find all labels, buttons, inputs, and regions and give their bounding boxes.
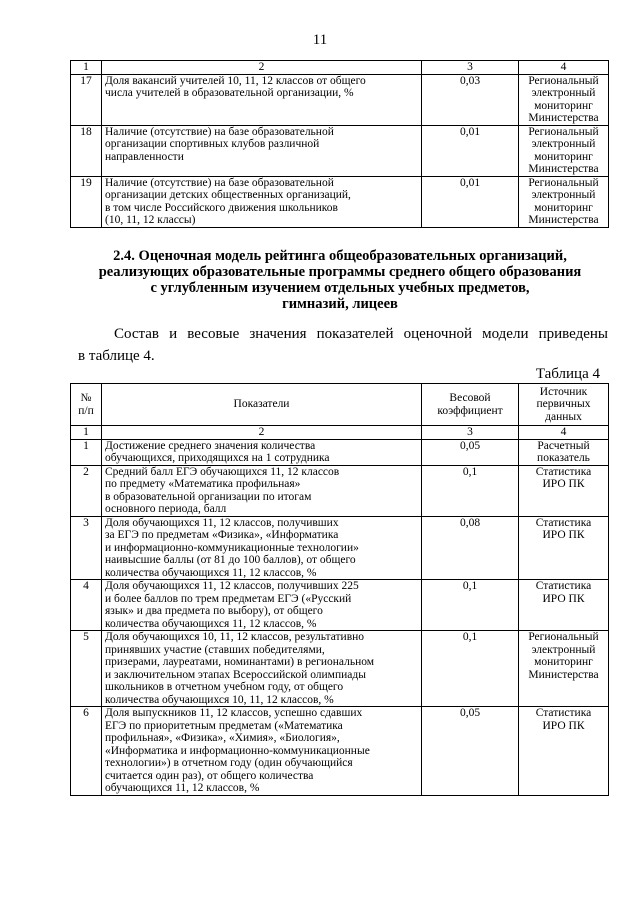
header-source (519, 384, 609, 426)
indicator-line: направленности (105, 150, 184, 163)
indicator-table-4 (70, 383, 609, 796)
source-line: показатель (537, 452, 590, 464)
column-number: 1 (71, 426, 102, 440)
indicator-text (102, 125, 422, 176)
indicator-line: Наличие (отсутствие) на базе образовательной (105, 176, 334, 189)
column-number: 4 (519, 61, 609, 75)
source-line: Министерства (528, 668, 599, 681)
indicator-line: количества обучающихся 11, 12 классов, % (105, 617, 317, 630)
intro-paragraph (78, 323, 608, 367)
indicator-line: и информационно-коммуникационные технологии» (105, 541, 359, 554)
indicator-line: Доля выпускников 11, 12 классов, успешно сдавших (105, 707, 363, 719)
table-row (71, 74, 609, 125)
source-line: Региональный (528, 631, 599, 643)
header-text: данных (545, 410, 582, 423)
column-numbering-row (71, 61, 609, 75)
data-source (519, 707, 609, 796)
source-line: ИРО ПК (542, 592, 585, 605)
header-number (71, 384, 102, 426)
weight-coefficient: 0,05 (422, 439, 519, 465)
data-source (519, 74, 609, 125)
row-number: 4 (71, 580, 102, 631)
indicator-line: и заключительном этапах Всероссийской олимпиады (105, 668, 366, 681)
source-line: мониторинг (534, 150, 593, 163)
header-weight (422, 384, 519, 426)
data-source (519, 631, 609, 707)
source-line: Министерства (528, 163, 599, 175)
indicator-line: в том числе Российского движения школьников (105, 201, 338, 214)
indicator-line: количества обучающихся 10, 11, 12 классов, % (105, 693, 334, 706)
table-row (71, 707, 609, 796)
source-line: Статистика (535, 516, 592, 529)
indicator-line: «Информатика и информационно-коммуникационные (105, 744, 370, 757)
section-heading-line: 2.4. Оценочная модель рейтинга общеобразовательных организаций, (113, 248, 567, 264)
row-number: 6 (71, 707, 102, 796)
indicator-line: Доля обучающихся 11, 12 классов, получивших 225 (105, 580, 359, 592)
indicator-line: количества обучающихся 11, 12 классов, % (105, 566, 317, 579)
data-source (519, 465, 609, 516)
header-text: п/п (78, 404, 94, 417)
indicator-text (102, 631, 422, 707)
table-row (71, 580, 609, 631)
indicator-line: наивысшие баллы (от 81 до 100 баллов), от общего (105, 554, 356, 566)
source-line: мониторинг (534, 656, 593, 668)
table-header-row (71, 384, 609, 426)
source-line: Региональный (528, 176, 599, 189)
column-number: 2 (102, 61, 422, 75)
header-text: № (80, 392, 92, 404)
indicator-line: Наличие (отсутствие) на базе образовательной (105, 125, 334, 138)
column-numbering-row (71, 426, 609, 440)
indicator-line: Доля обучающихся 10, 11, 12 классов, результативно (105, 631, 365, 643)
section-heading-line: с углубленным изучением отдельных учебных предметов, (150, 280, 530, 296)
row-number: 18 (71, 125, 102, 176)
table-row (71, 465, 609, 516)
indicator-line: технологии») в отчетном году (один обучающийся (105, 757, 353, 769)
indicator-line: принявших участие (ставших победителями, (105, 643, 325, 656)
weight-coefficient: 0,01 (422, 125, 519, 176)
source-line: Статистика (535, 580, 592, 592)
table-caption: Таблица 4 (535, 366, 600, 382)
indicator-line: (10, 11, 12 классы) (105, 214, 196, 226)
indicator-line: считается один раз), от общего количества (105, 769, 314, 782)
source-line: ИРО ПК (542, 529, 585, 541)
indicator-line: профильная», «Физика», «Химия», «Биология», (105, 732, 340, 744)
table-row (71, 176, 609, 227)
row-number: 17 (71, 74, 102, 125)
column-number: 3 (422, 426, 519, 440)
page-number: 11 (312, 32, 328, 48)
source-line: электронный (531, 189, 596, 201)
indicator-text (102, 580, 422, 631)
weight-coefficient: 0,1 (422, 631, 519, 707)
source-line: Министерства (528, 214, 599, 226)
indicator-line: за ЕГЭ по предметам «Физика», «Информатика (105, 529, 339, 541)
indicator-line: в образовательной организации по итогам (105, 490, 312, 503)
header-text: первичных (536, 398, 591, 411)
column-number: 2 (102, 426, 422, 440)
indicator-text (102, 465, 422, 516)
indicator-line: язык» и два предмета по выбору), от общего (105, 605, 323, 617)
paragraph-line: Состав и весовые значения показателей оценочной модели приведены (114, 326, 608, 342)
indicator-line: Доля обучающихся 11, 12 классов, получивших (105, 516, 339, 529)
indicator-line: обучающихся, приходящихся на 1 сотрудника (105, 452, 330, 464)
data-source (519, 516, 609, 580)
data-source (519, 125, 609, 176)
source-line: мониторинг (534, 201, 593, 214)
weight-coefficient: 0,1 (422, 580, 519, 631)
indicator-line: и более баллов по трем предметам ЕГЭ («Русский (105, 592, 352, 605)
source-line: ИРО ПК (542, 478, 585, 490)
row-number: 5 (71, 631, 102, 707)
indicator-line: Достижение среднего значения количества (105, 439, 316, 452)
weight-coefficient: 0,01 (422, 176, 519, 227)
header-indicators: Показатели (102, 384, 422, 426)
section-heading-line: реализующих образовательные программы среднего общего образования (98, 264, 582, 280)
indicator-line: обучающихся 11, 12 классов, % (105, 782, 260, 794)
column-number: 1 (71, 61, 102, 75)
table-row (71, 631, 609, 707)
data-source (519, 580, 609, 631)
indicator-line: основного периода, балл (105, 503, 227, 515)
table-row (71, 439, 609, 465)
data-source (519, 439, 609, 465)
row-number: 1 (71, 439, 102, 465)
section-heading (60, 248, 620, 312)
column-number: 3 (422, 61, 519, 75)
indicator-line: Доля вакансий учителей 10, 11, 12 классов от общего (105, 74, 366, 87)
indicator-text (102, 516, 422, 580)
row-number: 19 (71, 176, 102, 227)
table-row (71, 125, 609, 176)
weight-coefficient: 0,1 (422, 465, 519, 516)
section-heading-line: гимназий, лицеев (282, 296, 398, 312)
indicator-table-continuation (70, 60, 609, 228)
indicator-line: организации детских общественных организаций, (105, 189, 351, 201)
weight-coefficient: 0,05 (422, 707, 519, 796)
row-number: 2 (71, 465, 102, 516)
indicator-text (102, 707, 422, 796)
column-number: 4 (519, 426, 609, 440)
source-line: электронный (531, 643, 596, 656)
weight-coefficient: 0,03 (422, 74, 519, 125)
indicator-line: организации спортивных клубов различной (105, 138, 320, 150)
indicator-line: Средний балл ЕГЭ обучающихся 11, 12 классов (105, 465, 340, 478)
indicator-line: призерами, лауреатами, номинантами) в региональном (105, 656, 375, 668)
source-line: Расчетный (537, 439, 590, 452)
source-line: Министерства (528, 112, 599, 124)
indicator-line: числа учителей в образовательной организации, % (105, 87, 354, 99)
source-line: Региональный (528, 125, 599, 138)
row-number: 3 (71, 516, 102, 580)
header-text: Весовой (449, 392, 491, 404)
indicator-text (102, 176, 422, 227)
weight-coefficient: 0,08 (422, 516, 519, 580)
data-source (519, 176, 609, 227)
indicator-text (102, 439, 422, 465)
source-line: Статистика (535, 707, 592, 719)
source-line: мониторинг (534, 99, 593, 112)
indicator-line: школьников в отчетном учебном году, от общего (105, 681, 344, 693)
source-line: электронный (531, 87, 596, 99)
source-line: Статистика (535, 465, 592, 478)
header-text: коэффициент (437, 404, 503, 417)
indicator-text (102, 74, 422, 125)
table-row (71, 516, 609, 580)
source-line: Региональный (528, 74, 599, 87)
indicator-line: по предмету «Математика профильная» (105, 478, 301, 490)
header-text: Источник (539, 385, 588, 398)
indicator-line: ЕГЭ по приоритетным предметам («Математика (105, 719, 343, 732)
paragraph-line: в таблице 4. (78, 348, 155, 364)
source-line: электронный (531, 138, 596, 150)
source-line: ИРО ПК (542, 719, 585, 732)
